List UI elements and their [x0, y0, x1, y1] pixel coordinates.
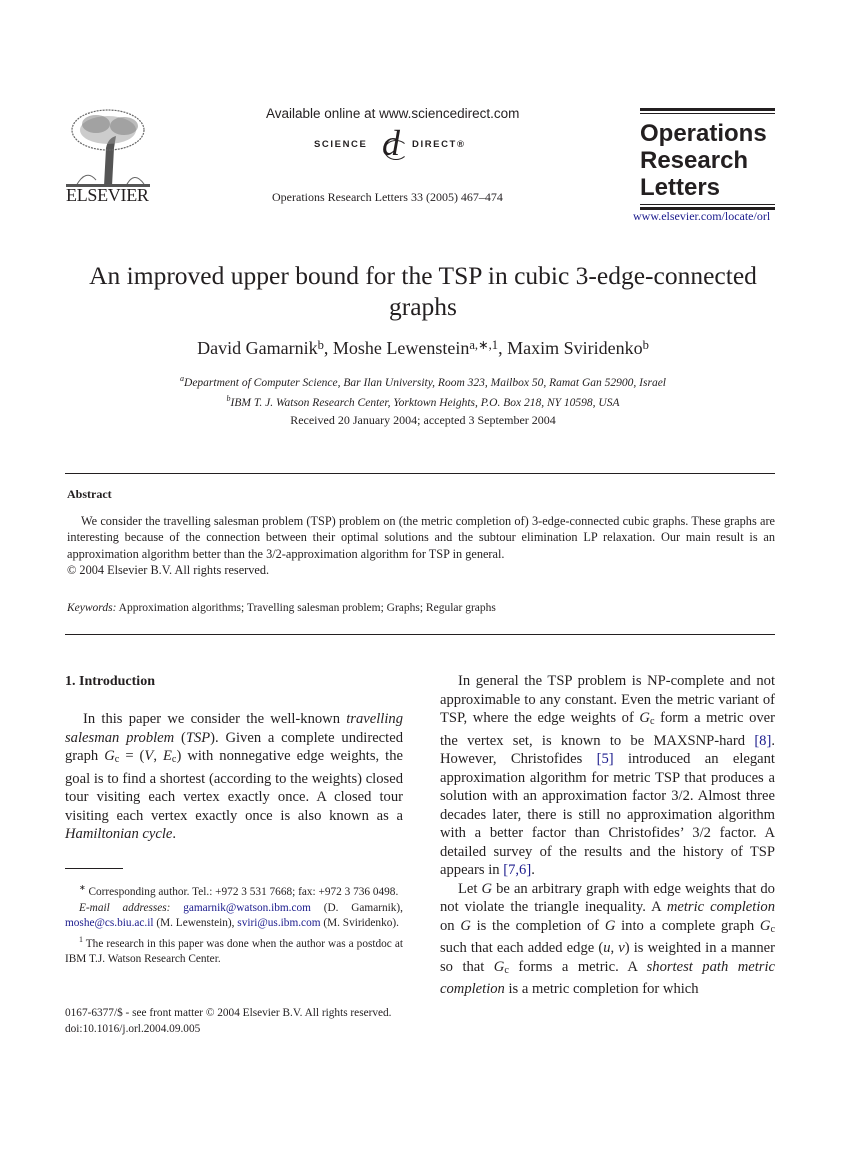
affiliation [0, 391, 846, 411]
journal-citation: Operations Research Letters 33 (2005) 467–474 [272, 190, 503, 204]
subscript: c [171, 754, 177, 765]
author-affiliation-mark: a,∗,1 [469, 338, 499, 352]
subscript: c [114, 754, 120, 765]
italic-text: u [603, 940, 611, 956]
italic-text: G [493, 958, 505, 975]
paragraph: In this paper we consider the well-known travelling salesman problem (TSP). Given a complete undirected graph Gc = (V, Ec) with nonnegative edge weights, the goal is to find a shortest (according to the weights) closed tour visiting each vertex exactly once. A closed tour visiting each vertex exactly once is also known as a Hamiltonian cycle. [65, 711, 404, 842]
italic-text: G [104, 748, 115, 764]
author-name: David Gamarnik [197, 338, 318, 358]
reference-link[interactable]: [5] [596, 751, 614, 767]
affiliation-mark: a [179, 374, 185, 383]
superscript: ∗ [79, 883, 86, 892]
divider [65, 634, 775, 635]
italic-text: metric completion [666, 899, 775, 915]
author-affiliation-mark: b [642, 338, 649, 352]
keywords: Keywords: Approximation algorithms; Travelling salesman problem; Graphs; Regular graphs [67, 602, 496, 614]
affiliation [0, 371, 846, 391]
reference-link[interactable]: sviri@us.ibm.com [237, 917, 321, 929]
italic-text: travelling salesman problem [65, 711, 403, 746]
paragraph: In general the TSP problem is NP-complete and not approximable to any constant. Even the metric variant of TSP, where the edge weights of Gc form a metric over the vertex set, is known to be MAXSNP-hard [8]. However, Christofides [5] introduced an elegant approximation algorithm for metric TSP that produces a solution with an approximation factor 3/2. Almost three decades later, there is still no approximation algorithm with a better factor than Christofides’ 3/2 factor. A detailed survey of the results and the history of TSP appears in [7,6]. [440, 673, 775, 878]
italic-text: E [163, 748, 172, 764]
tree-icon [66, 108, 150, 188]
affiliation-text: Department of Computer Science, Bar Ilan University, Room 323, Mailbox 50, Ramat Gan 52900, Israel [184, 377, 666, 389]
footnote-rule [65, 868, 123, 869]
at-circle-icon [384, 140, 408, 160]
front-matter: 0167-6377/$ - see front matter © 2004 Elsevier B.V. All rights reserved. doi:10.1016/j.orl.2004.09.005 [65, 1007, 392, 1035]
journal-url-link[interactable]: www.elsevier.com/locate/orl [633, 209, 771, 223]
italic-text: G [759, 917, 771, 934]
italic-text: TSP [185, 729, 211, 746]
affiliations [0, 371, 846, 411]
author-affiliation-mark: b [317, 338, 324, 352]
italic-text: shortest path metric completion [440, 958, 775, 997]
italic-text: E-mail addresses: [79, 901, 171, 914]
right-column-body [440, 672, 775, 999]
subscript: c [770, 923, 775, 935]
available-online: Available online at www.sciencedirect.com [266, 106, 520, 121]
reference-link[interactable]: [8] [754, 732, 772, 749]
italic-text: G [460, 917, 471, 934]
abstract-body: We consider the travelling salesman problem (TSP) problem on (the metric completion of) 3-edge-connected cubic graphs. These graphs are interesting because of the connection between their optimal solutions and the subtour elimination LP relaxation. Our main result is an approximation algorithm better than the 3/2-approximation algorithm for TSP in general. © 2004 Elsevier B.V. All rights reserved. [67, 514, 775, 577]
subscript: c [649, 716, 655, 727]
sciencedirect-logo: SCIENCE d DIRECT® [314, 123, 466, 163]
affiliation-text: IBM T. J. Watson Research Center, Yorktown Heights, P.O. Box 218, NY 10598, USA [230, 397, 620, 409]
footnotes [65, 880, 403, 968]
superscript: 1 [79, 934, 83, 944]
author-list: David Gamarnik$^b$, Moshe Lewenstein$^{a,∗,1}$, Maxim Sviridenko$^b$ [197, 338, 649, 358]
journal-logo: Operations Research Letters [640, 108, 775, 210]
italic-text: V [144, 748, 154, 764]
left-column-body [65, 710, 403, 844]
footnote: E-mail addresses: gamarnik@watson.ibm.com (D. Gamarnik), moshe@cs.biu.ac.il (M. Lewenstein), sviri@us.ibm.com (M. Sviridenko). [65, 901, 403, 929]
italic-text: G [639, 710, 650, 726]
footnote: ∗ Corresponding author. Tel.: +972 3 531 7668; fax: +972 3 736 0498. [79, 883, 399, 898]
italic-text: G [604, 917, 616, 934]
author-name: Moshe Lewenstein [332, 338, 470, 358]
italic-text: Hamiltonian cycle [65, 826, 173, 842]
elsevier-logo [66, 108, 150, 188]
publisher-name: ELSEVIER [66, 185, 149, 205]
author-name: Maxim Sviridenko [507, 338, 643, 358]
section-heading: 1. Introduction [65, 674, 155, 689]
received-dates: Received 20 January 2004; accepted 3 September 2004 [290, 413, 556, 427]
reference-link[interactable]: [7,6] [503, 862, 532, 878]
paragraph: Let G be an arbitrary graph with edge weights that do not violate the triangle inequality. A metric completion on G is the completion of G into a complete graph Gc such that each added edge (u, v) is weighted in a manner so that Gc forms a metric. A shortest path metric completion is a metric completion for which [440, 880, 776, 997]
divider [65, 473, 775, 474]
italic-text: v [618, 940, 625, 956]
italic-text: G [481, 880, 493, 897]
subscript: c [504, 964, 509, 976]
footnote: $^1$ The research in this paper was done when the author was a postdoc at IBM T.J. Watson Research Center. [65, 934, 403, 965]
affiliation-mark: b [226, 394, 231, 403]
paper-title: An improved upper bound for the TSP in cubic 3-edge-connected graphs [89, 261, 757, 321]
abstract-heading: Abstract [67, 487, 112, 501]
reference-link[interactable]: moshe@cs.biu.ac.il [65, 917, 154, 929]
reference-link[interactable]: gamarnik@watson.ibm.com [183, 901, 311, 914]
